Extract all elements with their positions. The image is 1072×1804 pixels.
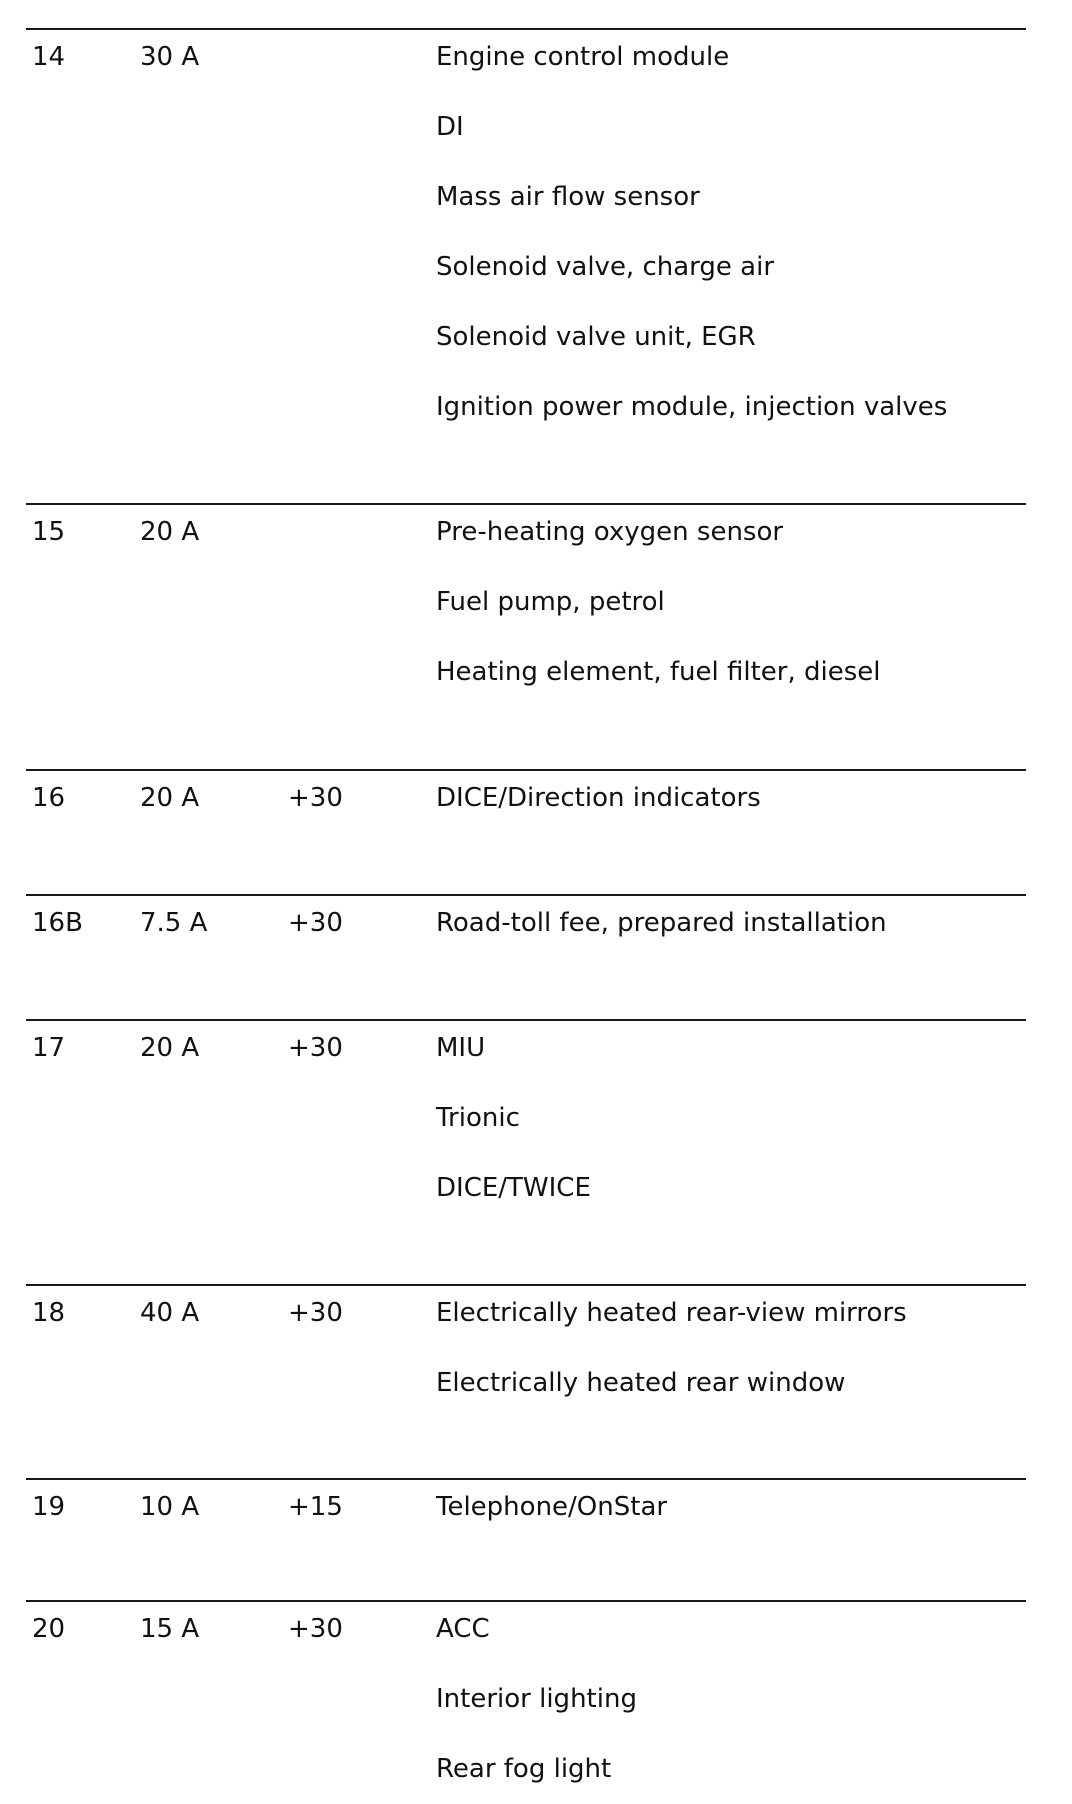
function-item: Ignition power module, injection valves [436, 392, 948, 422]
function-item: Road-toll fee, prepared installation [436, 908, 887, 938]
fuse-terminal: +15 [288, 1492, 343, 1522]
function-item: Interior lighting [436, 1684, 637, 1714]
fuse-amperage: 20 A [140, 1033, 200, 1063]
fuse-number: 16B [32, 908, 83, 938]
fuse-number: 16 [32, 783, 66, 813]
row-divider [26, 28, 1026, 30]
fuse-amperage: 10 A [140, 1492, 200, 1522]
fuse-terminal: +30 [288, 908, 343, 938]
row-divider [26, 1478, 1026, 1480]
fuse-amperage: 40 A [140, 1298, 200, 1328]
fuse-number: 15 [32, 517, 66, 547]
row-divider [26, 894, 1026, 896]
fuse-number: 18 [32, 1298, 66, 1328]
fuse-terminal: +30 [288, 783, 343, 813]
function-item: Heating element, fuel filter, diesel [436, 657, 881, 687]
function-item: ACC [436, 1614, 490, 1644]
row-divider [26, 1600, 1026, 1602]
function-item: DI [436, 112, 464, 142]
row-divider [26, 503, 1026, 505]
fuse-terminal: +30 [288, 1614, 343, 1644]
function-item: Fuel pump, petrol [436, 587, 665, 617]
function-item: DICE/Direction indicators [436, 783, 761, 813]
fuse-amperage: 30 A [140, 42, 200, 72]
function-item: Solenoid valve, charge air [436, 252, 775, 282]
function-item: Pre-heating oxygen sensor [436, 517, 784, 547]
fuse-terminal: +30 [288, 1033, 343, 1063]
fuse-amperage: 20 A [140, 517, 200, 547]
fuse-number: 17 [32, 1033, 66, 1063]
row-divider [26, 1019, 1026, 1021]
function-item: MIU [436, 1033, 486, 1063]
row-divider [26, 769, 1026, 771]
fuse-number: 19 [32, 1492, 66, 1522]
function-item: Telephone/OnStar [436, 1492, 668, 1522]
fuse-number: 20 [32, 1614, 66, 1644]
fuse-amperage: 15 A [140, 1614, 200, 1644]
fuse-amperage: 20 A [140, 783, 200, 813]
fuse-amperage: 7.5 A [140, 908, 208, 938]
fuse-number: 14 [32, 42, 66, 72]
function-item: Solenoid valve unit, EGR [436, 322, 756, 352]
function-item: DICE/TWICE [436, 1173, 591, 1203]
function-item: Electrically heated rear-view mirrors [436, 1298, 907, 1328]
row-divider [26, 1284, 1026, 1286]
function-item: Electrically heated rear window [436, 1368, 846, 1398]
fuse-terminal: +30 [288, 1298, 343, 1328]
function-item: Mass air flow sensor [436, 182, 700, 212]
function-item: Trionic [436, 1103, 520, 1133]
function-item: Engine control module [436, 42, 730, 72]
function-item: Rear fog light [436, 1754, 612, 1784]
